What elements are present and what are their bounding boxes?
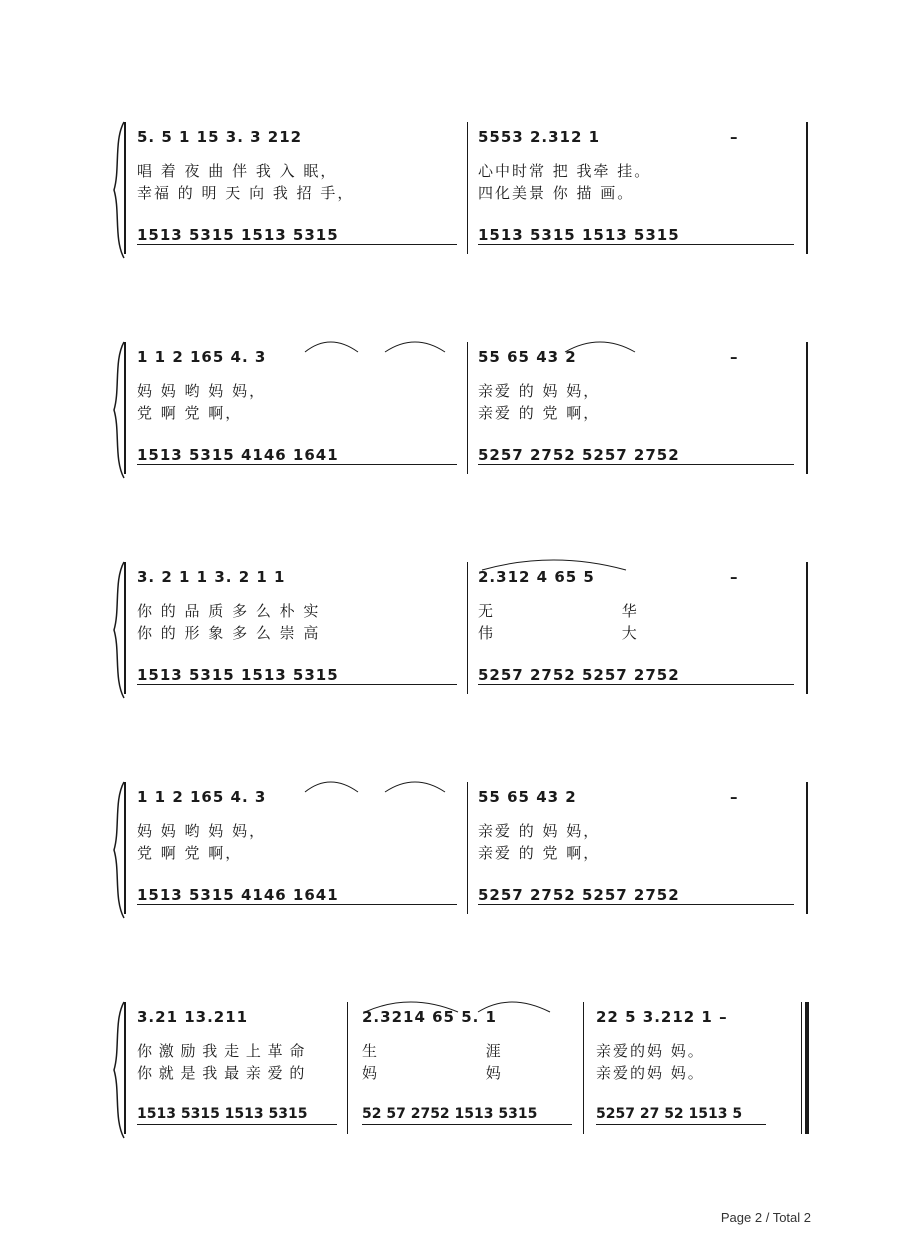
lyrics-verse1-measure-1: 唱 着 夜 曲 伴 我 入 眠，: [137, 162, 338, 180]
lyrics-verse1-measure-1: 妈 妈 哟 妈 妈，: [137, 382, 267, 400]
lyrics-verse1-measure-1: 你 的 品 质 多 么 朴 实: [137, 602, 321, 620]
lyrics-verse1-measure-2: 心中时常 把 我牵 挂。: [478, 162, 652, 180]
lyrics-verse2-measure-1: 党 啊 党 啊，: [137, 844, 243, 862]
beam-line: [478, 464, 794, 465]
page-footer: Page 2 / Total 2: [720, 1210, 811, 1225]
beam-line: [596, 1124, 766, 1125]
system-brace: [110, 340, 130, 480]
accompaniment-measure-2: 1513 5315 1513 5315: [478, 226, 680, 244]
system-brace: [110, 780, 130, 920]
measure-barline: [467, 122, 468, 254]
lyrics-verse1-measure-2: 无 华: [478, 602, 639, 620]
lyrics-verse1-measure-3: 亲爱的妈 妈。: [596, 1042, 705, 1060]
accompaniment-measure-1: 1513 5315 1513 5315: [137, 1106, 308, 1122]
lyrics-verse1-measure-2: 生 涯: [362, 1042, 503, 1060]
system-brace: [110, 120, 130, 260]
accompaniment-measure-2: 5257 2752 5257 2752: [478, 886, 680, 904]
system-left-barline: [124, 782, 126, 914]
system-left-barline: [124, 342, 126, 474]
melody-hold: –: [730, 348, 739, 366]
final-barline-thick: [805, 1002, 809, 1134]
accompaniment-measure-2: 5257 2752 5257 2752: [478, 666, 680, 684]
final-barline-thin: [801, 1002, 802, 1134]
measure-barline: [467, 342, 468, 474]
system-brace: [110, 1000, 130, 1140]
lyrics-verse2-measure-2: 亲爱 的 党 啊，: [478, 404, 601, 422]
beam-line: [137, 464, 457, 465]
melody-measure-2: 55 65 43 2: [478, 348, 577, 366]
accompaniment-measure-1: 1513 5315 1513 5315: [137, 226, 339, 244]
slur: [300, 332, 470, 356]
lyrics-verse1-measure-1: 你 激 励 我 走 上 革 命: [137, 1042, 306, 1060]
lyrics-verse2-measure-2: 妈 妈: [362, 1064, 503, 1082]
lyrics-verse2-measure-2: 伟 大: [478, 624, 639, 642]
measure-barline: [583, 1002, 584, 1134]
melody-hold: –: [730, 568, 739, 586]
beam-line: [137, 904, 457, 905]
measure-barline: [467, 782, 468, 914]
lyrics-verse1-measure-2: 亲爱 的 妈 妈，: [478, 822, 601, 840]
system-right-barline: [806, 122, 808, 254]
accompaniment-measure-2: 52 57 2752 1513 5315: [362, 1106, 538, 1122]
system-right-barline: [806, 342, 808, 474]
lyrics-verse2-measure-2: 四化美景 你 描 画。: [478, 184, 635, 202]
beam-line: [362, 1124, 572, 1125]
system-left-barline: [124, 122, 126, 254]
beam-line: [137, 684, 457, 685]
melody-measure-2: 55 65 43 2: [478, 788, 577, 806]
system-left-barline: [124, 1002, 126, 1134]
lyrics-verse2-measure-2: 亲爱 的 党 啊，: [478, 844, 601, 862]
melody-measure-3: 22 5 3.212 1 –: [596, 1008, 728, 1026]
lyrics-verse2-measure-1: 你 就 是 我 最 亲 爱 的: [137, 1064, 306, 1082]
melody-measure-1: 3.21 13.211: [137, 1008, 249, 1026]
beam-line: [478, 244, 794, 245]
accompaniment-measure-3: 5257 27 52 1513 5: [596, 1106, 743, 1122]
slur: [300, 772, 470, 796]
melody-hold: –: [730, 128, 739, 146]
beam-line: [137, 1124, 337, 1125]
melody-measure-1: 1 1 2 165 4. 3: [137, 788, 267, 806]
system-right-barline: [806, 782, 808, 914]
beam-line: [137, 244, 457, 245]
lyrics-verse2-measure-1: 你 的 形 象 多 么 崇 高: [137, 624, 321, 642]
lyrics-verse1-measure-1: 妈 妈 哟 妈 妈，: [137, 822, 267, 840]
measure-barline: [467, 562, 468, 694]
melody-measure-2: 2.3214 65 5. 1: [362, 1008, 497, 1026]
system-right-barline: [806, 562, 808, 694]
lyrics-verse2-measure-1: 幸福 的 明 天 向 我 招 手，: [137, 184, 355, 202]
melody-hold: –: [730, 788, 739, 806]
accompaniment-measure-1: 1513 5315 4146 1641: [137, 886, 339, 904]
lyrics-verse2-measure-1: 党 啊 党 啊，: [137, 404, 243, 422]
measure-barline: [347, 1002, 348, 1134]
accompaniment-measure-1: 1513 5315 4146 1641: [137, 446, 339, 464]
melody-measure-2: 5553 2.312 1: [478, 128, 601, 146]
accompaniment-measure-1: 1513 5315 1513 5315: [137, 666, 339, 684]
system-left-barline: [124, 562, 126, 694]
melody-measure-2: 2.312 4 65 5: [478, 568, 595, 586]
beam-line: [478, 904, 794, 905]
lyrics-verse1-measure-2: 亲爱 的 妈 妈，: [478, 382, 601, 400]
system-brace: [110, 560, 130, 700]
beam-line: [478, 684, 794, 685]
melody-measure-1: 1 1 2 165 4. 3: [137, 348, 267, 366]
lyrics-verse2-measure-3: 亲爱的妈 妈。: [596, 1064, 705, 1082]
accompaniment-measure-2: 5257 2752 5257 2752: [478, 446, 680, 464]
melody-measure-1: 5. 5 1 15 3. 3 212: [137, 128, 303, 146]
melody-measure-1: 3. 2 1 1 3. 2 1 1: [137, 568, 286, 586]
